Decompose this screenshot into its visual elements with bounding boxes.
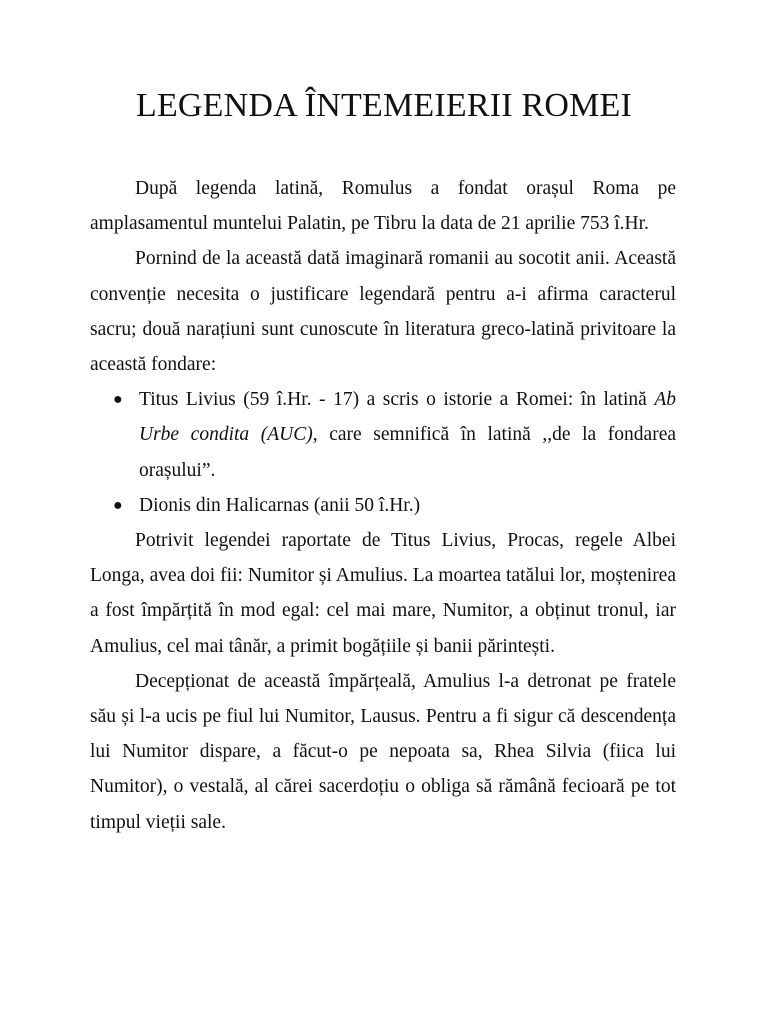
paragraph-procas: Potrivit legendei raportate de Titus Livius, Procas, regele Albei Longa, avea doi fii: Numitor și Amulius. La moartea tatălui lor, moștenirea a fost împărțită în mod egal: cel mai mare, Numitor, a obținut tronul, iar Amulius, cel mai tânăr, a primit bogățiile și banii părintești. (90, 530, 676, 657)
document-body (90, 171, 676, 840)
sources-list (90, 382, 676, 523)
page-title: LEGENDA ÎNTEMEIERII ROMEI (135, 87, 633, 124)
list-item-text: Dionis din Halicarnas (anii 50 î.Hr.) (139, 494, 421, 516)
list-item-dionis (113, 488, 676, 523)
list-item-titus-livius (113, 382, 677, 488)
bullet-icon: ● (113, 496, 123, 514)
bullet-icon: ● (113, 391, 123, 409)
paragraph-amulius: Decepționat de această împărțeală, Amulius l-a detronat pe fratele său și l-a ucis pe fiul lui Numitor, Lausus. Pentru a fi sigur că descendența lui Numitor dispare, a făcut-o pe nepoata sa, Rhea Silvia (fiica lui Numitor), o vestală, al cărei sacerdoțiu o obliga să rămână fecioară pe tot timpul vieții sale. (90, 670, 676, 833)
paragraph-years: Pornind de la această dată imaginară romanii au socotit anii. Această convenție necesita o justificare legendară pentru a-i afirma caracterul sacru; două narațiuni sunt cunoscute în literatura greco-latină privitoare la această fondare: (90, 248, 676, 376)
list-item-text: , care semnifică în latină ,,de la fondarea orașului”. (139, 424, 677, 481)
paragraph-founding: După legenda latină, Romulus a fondat orașul Roma pe amplasamentul muntelui Palatin, pe Tibru la data de 21 aprilie 753 î.Hr. (90, 178, 676, 235)
book-title: Ab Urbe condita (AUC) (139, 389, 676, 446)
list-item-text: Titus Livius (59 î.Hr. - 17) a scris o istorie a Romei: în latină (139, 389, 655, 411)
